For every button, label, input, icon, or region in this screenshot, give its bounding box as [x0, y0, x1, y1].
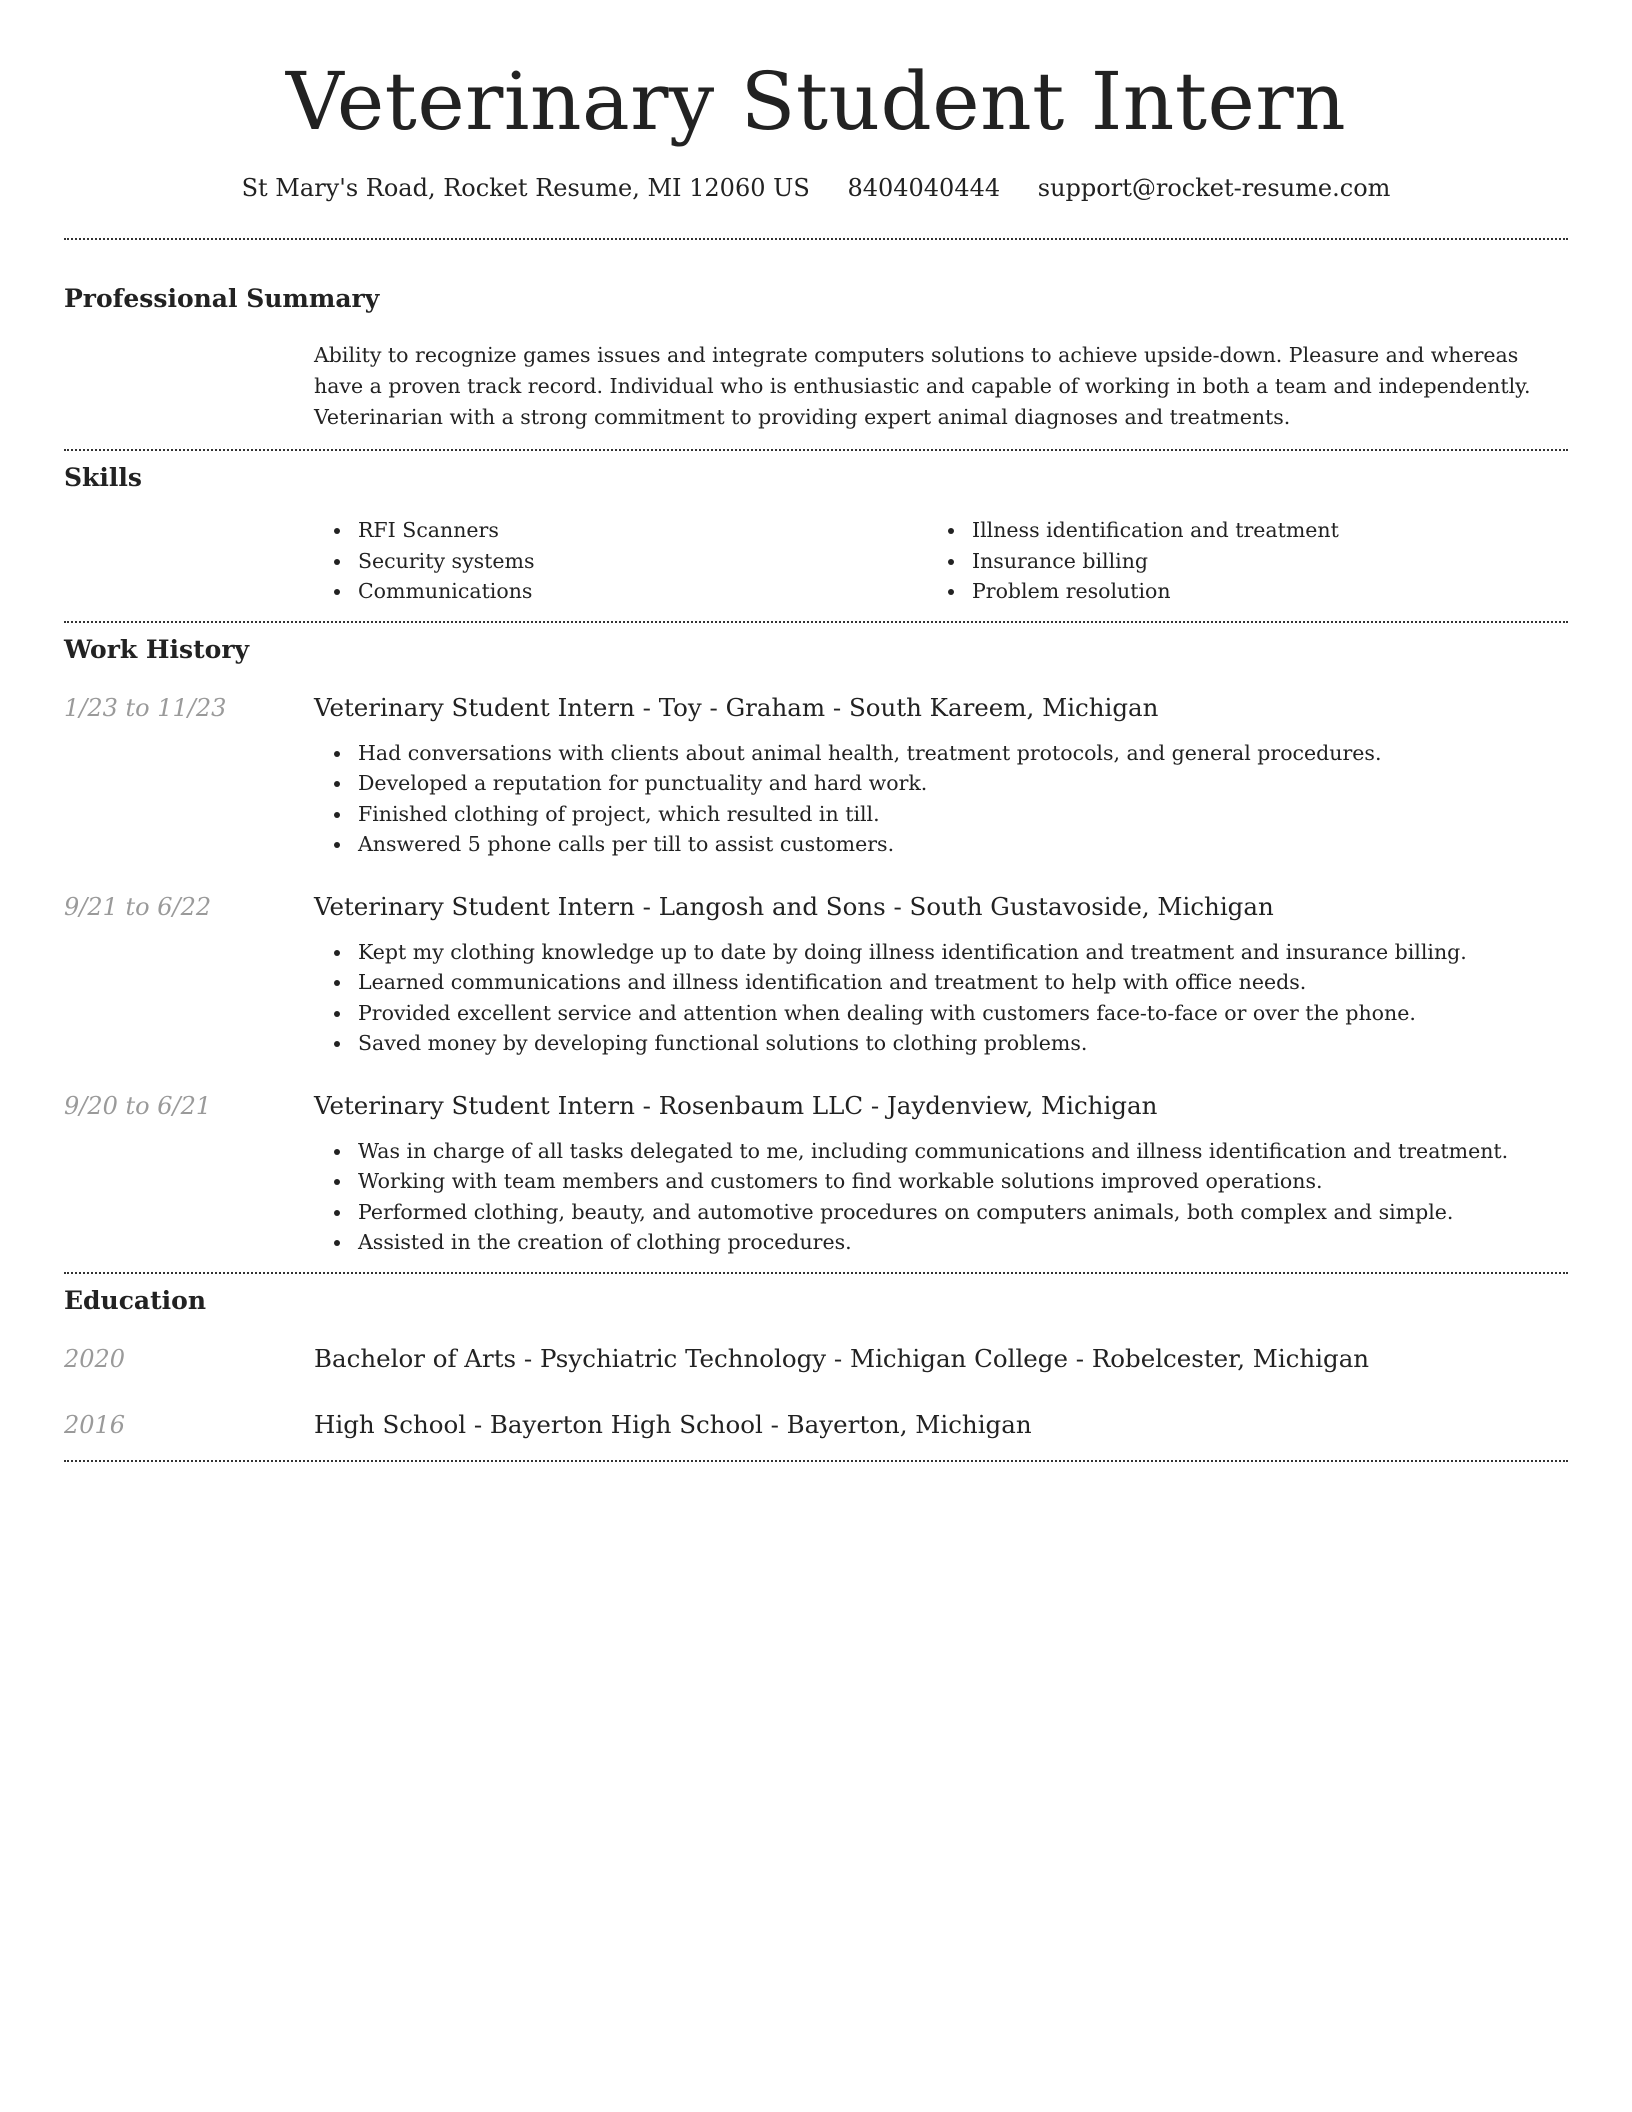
skill-item: RFI Scanners — [314, 515, 928, 546]
education-text: Bachelor of Arts - Psychiatric Technology - Michigan College - Robelcester, Michigan — [314, 1343, 1370, 1373]
job-entry — [64, 691, 1568, 860]
section-title-work: Work History — [64, 634, 250, 664]
professional-summary-section — [64, 282, 1568, 451]
header-divider — [64, 238, 1568, 240]
job-entry — [64, 1089, 1568, 1258]
skills-column-left — [314, 515, 928, 607]
section-title-education: Education — [64, 1285, 207, 1315]
job-bullet: Saved money by developing functional solutions to clothing problems. — [314, 1028, 1568, 1059]
education-text: High School - Bayerton High School - Bayerton, Michigan — [314, 1409, 1032, 1439]
job-date: 9/21 to 6/22 — [64, 892, 212, 921]
section-title-skills: Skills — [64, 463, 142, 492]
job-bullet: Performed clothing, beauty, and automotive procedures on computers animals, both complex and simple. — [314, 1197, 1568, 1228]
section-divider — [64, 1460, 1568, 1462]
section-divider — [64, 1272, 1568, 1274]
job-bullet: Had conversations with clients about animal health, treatment protocols, and general procedures. — [314, 738, 1568, 769]
job-title: Veterinary Student Intern - Toy - Graham - South Kareem, Michigan — [314, 692, 1159, 722]
job-bullet: Answered 5 phone calls per till to assist customers. — [314, 829, 1568, 860]
job-date: 9/20 to 6/21 — [64, 1091, 212, 1120]
job-title: Veterinary Student Intern - Langosh and Sons - South Gustavoside, Michigan — [314, 891, 1274, 921]
job-bullet: Assisted in the creation of clothing procedures. — [314, 1227, 1568, 1258]
skill-item: Security systems — [314, 546, 928, 577]
education-entry — [64, 1342, 1568, 1376]
candidate-name: Veterinary Student Intern — [285, 55, 1347, 148]
job-bullet: Provided excellent service and attention when dealing with customers face-to-face or over the phone. — [314, 998, 1568, 1029]
job-bullet: Working with team members and customers to find workable solutions improved operations. — [314, 1166, 1568, 1197]
job-bullet: Developed a reputation for punctuality and hard work. — [314, 768, 1568, 799]
job-entry — [64, 890, 1568, 1059]
job-bullet: Finished clothing of project, which resulted in till. — [314, 799, 1568, 830]
contact-phone: 8404040444 — [847, 174, 1001, 202]
skill-item: Communications — [314, 576, 928, 607]
contact-email: support@rocket-resume.com — [1037, 174, 1391, 202]
skill-item: Problem resolution — [928, 576, 1542, 607]
job-bullet: Kept my clothing knowledge up to date by doing illness identification and treatment and insurance billing. — [314, 937, 1568, 968]
education-section — [64, 1284, 1568, 1462]
education-date: 2020 — [64, 1344, 126, 1373]
skills-grid — [314, 515, 1568, 607]
job-date: 1/23 to 11/23 — [64, 693, 227, 722]
education-date: 2016 — [64, 1410, 126, 1439]
skills-column-right — [928, 515, 1542, 607]
skill-item: Illness identification and treatment — [928, 515, 1542, 546]
contact-line — [64, 170, 1568, 206]
summary-text: Ability to recognize games issues and integrate computers solutions to achieve upside-down. Pleasure and whereas have a proven track record. Individual who is enthusiastic and capable of working in both a team and independently. Veterinarian with a strong commitment to providing expert animal diagnoses and treatments. — [314, 343, 1531, 429]
skill-item: Insurance billing — [928, 546, 1542, 577]
job-bullet: Learned communications and illness identification and treatment to help with office needs. — [314, 967, 1568, 998]
skills-section — [64, 461, 1568, 623]
section-divider — [64, 449, 1568, 451]
section-title-summary: Professional Summary — [64, 284, 380, 313]
job-title: Veterinary Student Intern - Rosenbaum LLC - Jaydenview, Michigan — [314, 1090, 1158, 1120]
job-bullet: Was in charge of all tasks delegated to me, including communications and illness identification and treatment. — [314, 1136, 1568, 1167]
work-history-section — [64, 633, 1568, 1274]
contact-address: St Mary's Road, Rocket Resume, MI 12060 US — [241, 174, 810, 202]
section-divider — [64, 621, 1568, 623]
education-entry — [64, 1408, 1568, 1442]
